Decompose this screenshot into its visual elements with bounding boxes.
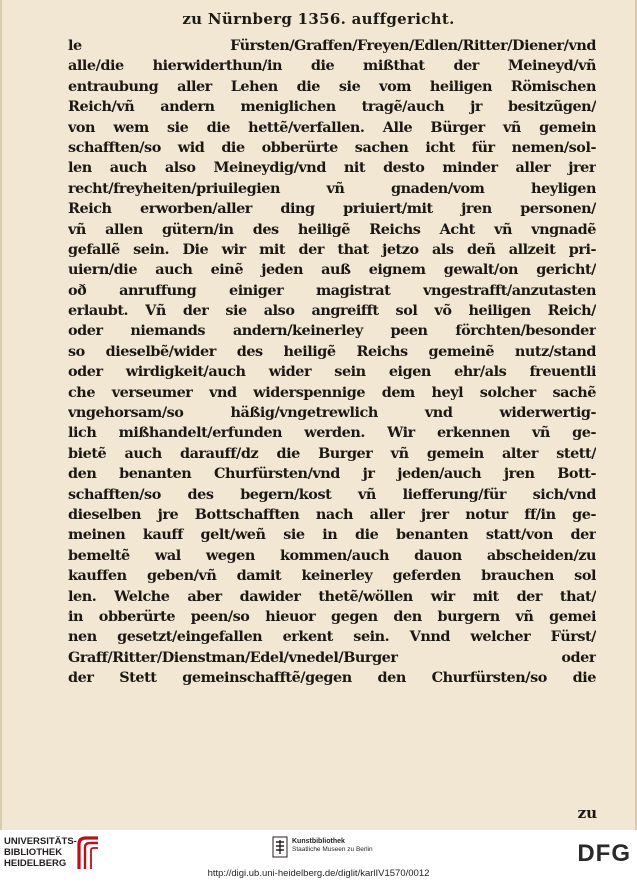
text-line: so dieselbẽ/wider des heiligẽ Reichs gemeinẽ nutz/stand [68, 342, 596, 360]
text-line: bietẽ auch darauff/dz die Burger vñ gemein alter stett/ [68, 444, 596, 462]
kb-subtitle: Staatliche Museen zu Berlin [292, 846, 373, 853]
text-line: in obberürte peen/so hieuor gegen den burgern vñ gemei [68, 607, 596, 625]
text-line: vngehorsam/so häßig/vngetrewlich vnd widerwertig- [68, 404, 596, 422]
text-line: le Fürsten/Graffen/Freyen/Edlen/Ritter/Diener/vnd [68, 37, 596, 54]
text-line: Reich erworben/aller ding priuiert/mit jren personen/ [68, 200, 596, 218]
text-line: oð anruffung einiger magistrat vngestrafft/anzutasten [68, 281, 596, 299]
text-line: uiern/die auch einẽ jeden auß eignem gewalt/on gericht/ [68, 261, 596, 279]
text-line: der Stett gemeinschafftẽ/gegen den Churfürsten/so die [68, 669, 596, 687]
berlin-museums-mark-icon [272, 836, 288, 858]
dfg-logo[interactable]: DFG [577, 840, 631, 867]
text-line: alle/die hierwiderthun/in die mißthat der Meineyd/vñ [68, 57, 596, 75]
text-line: recht/freyheiten/priuilegien vñ gnaden/vom heyligen [68, 179, 596, 197]
kunstbibliothek-label [292, 838, 373, 854]
text-line: vñ allen gütern/in des heiligẽ Reichs Acht vñ vngnadẽ [68, 220, 596, 238]
kb-name: Kunstbibliothek [292, 838, 345, 845]
text-line: schafften/so des begern/kost vñ liefferung/für sich/vnd [68, 485, 596, 503]
text-line: Graff/Ritter/Dienstman/Edel/vnedel/Burger oder [68, 648, 596, 666]
uni-name-line: BIBLIOTHEK [4, 847, 63, 858]
uni-name-line: UNIVERSITÄTS- [4, 836, 77, 847]
text-line: lich mißhandelt/erfunden werden. Wir erkennen vñ ge- [68, 424, 596, 442]
text-line: Reich/vñ andern meniglichen tragẽ/auch jr besitzũgen/ [68, 98, 596, 116]
text-line: den benanten Churfürsten/vnd jr jeden/auch jren Bott- [68, 465, 596, 483]
text-line: kauffen geben/vñ damit keinerley geferden brauchen sol [68, 567, 596, 585]
footer-bar [0, 830, 637, 882]
text-line: oder niemands andern/keinerley peen förchten/besonder [68, 322, 596, 340]
text-line: dieselben jre Bottschafften nach aller jrer notur ff/in ge- [68, 505, 596, 523]
heidelberg-library-name [4, 836, 77, 869]
permalink-url[interactable]: http://digi.ub.uni-heidelberg.de/diglit/karlIV1570/0012 [207, 868, 430, 879]
text-line: che verseumer vnd widerspennige dem heyl solcher sachẽ [68, 383, 596, 401]
text-line: von wem sie die hettẽ/verfallen. Alle Bürger vñ gemein [68, 118, 596, 136]
body-text [68, 36, 596, 689]
text-line: gefallẽ sein. Die wir mit der that jetzo als deñ allzeit pri- [68, 240, 596, 258]
text-line: nen gesetzt/eingefallen erkent sein. Vnnd welcher Fürst/ [68, 628, 596, 646]
kunstbibliothek-logo[interactable] [272, 836, 382, 866]
text-line: erlaubt. Vñ der sie also angreifft sol võ heiligen Reich/ [68, 302, 596, 320]
running-head: zu Nürnberg 1356. auffgericht. [182, 10, 455, 28]
catchword: zu [577, 804, 597, 822]
text-line: schafften/so wid die obberürte sachen icht für nemen/sol- [68, 138, 596, 156]
text-line: oder wirdigkeit/auch wider sein eigen ehr/als freuentli [68, 363, 596, 381]
uni-name-line: HEIDELBERG [4, 858, 67, 869]
text-line: len. Welche aber dawider thetẽ/wöllen wir mit der that/ [68, 587, 596, 605]
heidelberg-emblem-icon [76, 836, 102, 870]
text-line: len auch also Meineydig/vnd nit desto minder aller jrer [68, 159, 596, 177]
text-line: entraubung aller Lehen die sie vom heiligen Römischen [68, 77, 596, 95]
text-line: meinen kauff gelt/weñ sie in die benanten statt/von der [68, 526, 596, 544]
text-line: bemeltẽ wal wegen kommen/auch dauon abscheiden/zu [68, 546, 596, 564]
